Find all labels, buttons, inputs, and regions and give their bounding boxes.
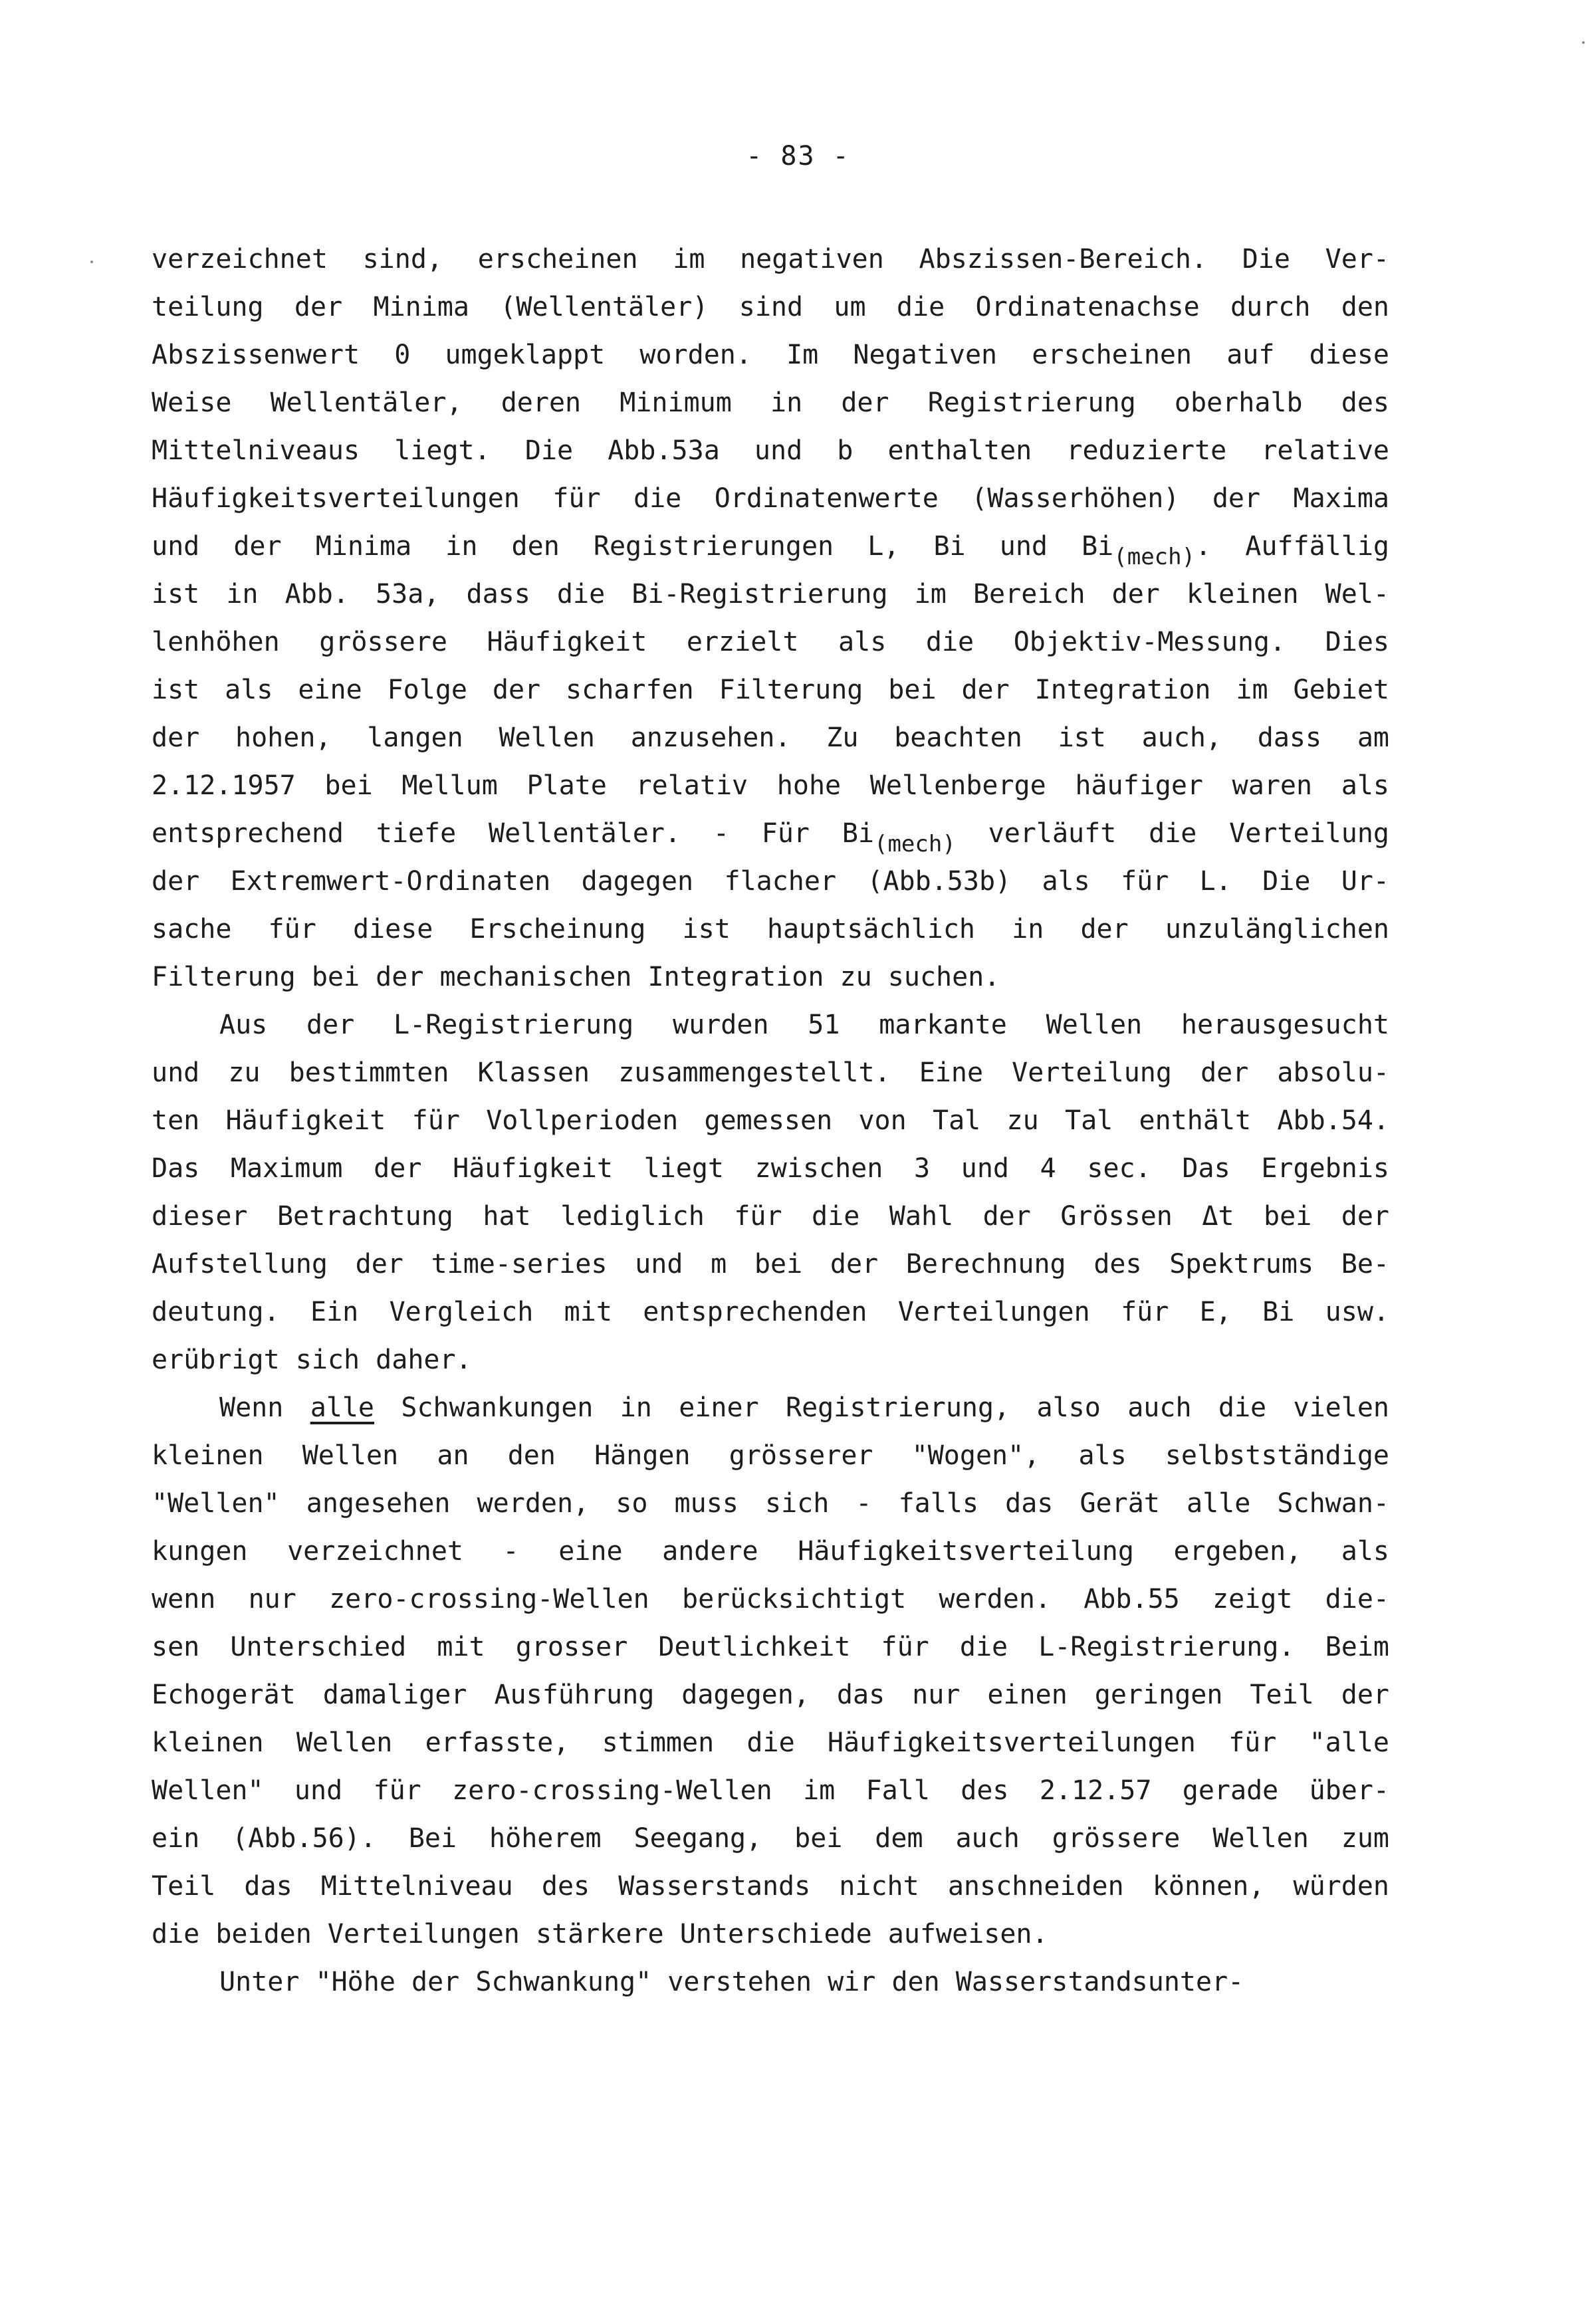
text-line: ist als eine Folge der scharfen Filterung bei der Integration im Gebiet <box>152 675 1389 705</box>
text-line: der Extremwert-Ordinaten dagegen flacher (Abb.53b) als für L. Die Ur- <box>152 866 1389 897</box>
text-line: Aufstellung der time-series und m bei der Berechnung des Spektrums Be- <box>152 1249 1389 1279</box>
text-line: teilung der Minima (Wellentäler) sind um die Ordinatenachse durch den <box>152 292 1389 322</box>
text-line: Abszissenwert 0 umgeklappt worden. Im Negativen erscheinen auf diese <box>152 340 1389 370</box>
scan-speck <box>90 261 93 263</box>
text-line: kungen verzeichnet - eine andere Häufigkeitsverteilung ergeben, als <box>152 1536 1389 1567</box>
text-line: kleinen Wellen an den Hängen grösserer "Wogen", als selbstständige <box>152 1440 1389 1471</box>
text-line: erübrigt sich daher. <box>152 1345 472 1375</box>
text-line: ist in Abb. 53a, dass die Bi-Registrierung im Bereich der kleinen Wel- <box>152 579 1389 609</box>
text-line: 2.12.1957 bei Mellum Plate relativ hohe Wellenberge häufiger waren als <box>152 770 1389 801</box>
text-line: und zu bestimmten Klassen zusammengestellt. Eine Verteilung der absolu- <box>152 1057 1389 1088</box>
text-line: "Wellen" angesehen werden, so muss sich - falls das Gerät alle Schwan- <box>152 1488 1389 1519</box>
text-line: Unter "Höhe der Schwankung" verstehen wir den Wasserstandsunter- <box>219 1967 1244 1997</box>
scan-speck <box>1582 41 1585 44</box>
text-line: Häufigkeitsverteilungen für die Ordinatenwerte (Wasserhöhen) der Maxima <box>152 483 1389 514</box>
text-line: sen Unterschied mit grosser Deutlichkeit für die L-Registrierung. Beim <box>152 1632 1389 1662</box>
text-line: Aus der L-Registrierung wurden 51 markante Wellen herausgesucht <box>219 1010 1389 1040</box>
text-line: dieser Betrachtung hat lediglich für die Wahl der Grössen Δt bei der <box>152 1201 1389 1232</box>
text-line: verzeichnet sind, erscheinen im negativen Abszissen-Bereich. Die Ver- <box>152 244 1389 275</box>
text-line: und der Minima in den Registrierungen L, Bi und $Bi_{(mech)}$. Auffällig <box>152 531 1389 570</box>
subscript: (mech) <box>1113 544 1196 570</box>
subscript: (mech) <box>873 831 956 857</box>
text-line: der hohen, langen Wellen anzusehen. Zu beachten ist auch, dass am <box>152 722 1389 753</box>
text-line: lenhöhen grössere Häufigkeit erzielt als die Objektiv-Messung. Dies <box>152 627 1389 657</box>
text-line: ein (Abb.56). Bei höherem Seegang, bei dem auch grössere Wellen zum <box>152 1823 1389 1854</box>
text-line: wenn nur zero-crossing-Wellen berücksichtigt werden. Abb.55 zeigt die- <box>152 1584 1389 1614</box>
text-line: Weise Wellentäler, deren Minimum in der Registrierung oberhalb des <box>152 387 1389 418</box>
text-line: ten Häufigkeit für Vollperioden gemessen von Tal zu Tal enthält Abb.54. <box>152 1105 1389 1136</box>
text-line: Das Maximum der Häufigkeit liegt zwischen 3 und 4 sec. Das Ergebnis <box>152 1153 1389 1184</box>
underlined-word: alle <box>310 1392 375 1423</box>
text-line: die beiden Verteilungen stärkere Unterschiede aufweisen. <box>152 1919 1048 1949</box>
text-line: deutung. Ein Vergleich mit entsprechenden Verteilungen für E, Bi usw. <box>152 1297 1389 1327</box>
text-line: Wenn alle Schwankungen in einer Registrierung, also auch die vielen <box>219 1392 1389 1423</box>
text-line: Filterung bei der mechanischen Integration zu suchen. <box>152 962 1000 992</box>
text-line: Echogerät damaliger Ausführung dagegen, das nur einen geringen Teil der <box>152 1680 1389 1710</box>
text-line: Teil das Mittelniveau des Wasserstands nicht anschneiden können, würden <box>152 1871 1389 1902</box>
page-number: - 83 - <box>746 141 850 171</box>
text-line: sache für diese Erscheinung ist hauptsächlich in der unzulänglichen <box>152 914 1389 944</box>
text-line: entsprechend tiefe Wellentäler. - Für $Bi_{(mech)}$ verläuft die Verteilung <box>152 818 1390 857</box>
text-line: Wellen" und für zero-crossing-Wellen im Fall des 2.12.57 gerade über- <box>152 1775 1389 1806</box>
text-line: kleinen Wellen erfasste, stimmen die Häufigkeitsverteilungen für "alle <box>152 1727 1389 1758</box>
text-line: Mittelniveaus liegt. Die Abb.53a und b enthalten reduzierte relative <box>152 435 1389 466</box>
